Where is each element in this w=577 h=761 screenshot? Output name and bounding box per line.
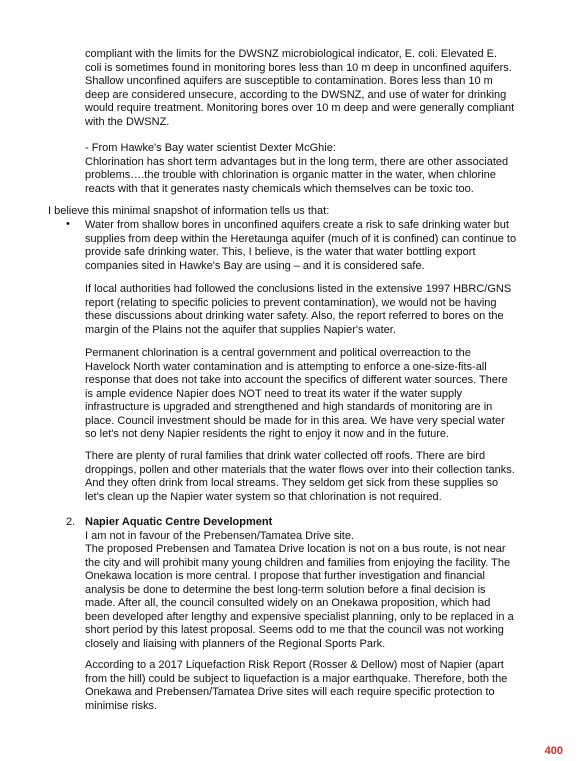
- text-line: closely and liaising with planners of the Regional Sports Park.: [85, 637, 386, 650]
- text-line: from the hill) could be subject to liquefaction is a major earthquake. Therefore, both the: [85, 672, 508, 685]
- text-line: so let's not deny Napier residents the right to enjoy it now and in the future.: [85, 428, 450, 440]
- text-line: been developed after lengthy and expensive specialist planning, only to be replaced in a: [85, 610, 514, 623]
- text-line: coli is sometimes found in monitoring bores less than 10 m deep in unconfined aquifers.: [85, 61, 512, 74]
- text-line: the city and will prohibit many young children and families from enjoying the facility. The: [85, 556, 511, 569]
- text-line: infrastructure is upgraded and strengthened and high standards of monitoring are in: [85, 401, 493, 413]
- paragraph-hbrc-report: [85, 283, 511, 337]
- text-line: Permanent chlorination is a central government and political overreaction to the: [85, 347, 471, 359]
- text-line: would require treatment. Monitoring bores over 10 m deep and were generally compliant: [85, 102, 515, 114]
- text-line: Chlorination has short term advantages but in the long term, there are other associated: [85, 155, 509, 168]
- text-line: short period by this latest proposal. Seems odd to me that the council was not working: [85, 624, 504, 636]
- intro-statement: [48, 205, 329, 219]
- text-line: Havelock North water contamination and is attempting to enforce a one-size-fits-all: [85, 360, 487, 373]
- text-line: If local authorities had followed the conclusions listed in the extensive 1997 HBRC/GNS: [85, 283, 512, 295]
- bullet-marker: •: [66, 218, 70, 230]
- text-line: Shallow unconfined aquifers are susceptible to contamination. Bores less than 10 m: [85, 75, 493, 87]
- text-line: let's clean up the Napier water system so that chlorination is not required.: [85, 490, 442, 503]
- text-line: analysis be done to determine the best long-term solution before a final decision is: [85, 583, 486, 596]
- text-line: companies sited in Hawke's Bay are using – and it is considered safe.: [85, 259, 425, 272]
- text-line: I am not in favour of the Prebensen/Tamatea Drive site.: [85, 529, 355, 542]
- text-line: margin of the Plains not the aquifer that supplies Napier's water.: [85, 323, 396, 336]
- text-line: is ample evidence Napier does NOT need to treat its water if the water supply: [85, 387, 463, 400]
- text-line: Onekawa location is more central. I propose that further investigation and financial: [85, 570, 485, 582]
- section-aquatic-centre: [85, 516, 514, 651]
- text-line: compliant with the limits for the DWSNZ microbiological indicator, E. coli. Elevated E.: [85, 48, 498, 60]
- text-line: Water from shallow bores in unconfined aquifers create a risk to safe drinking water but: [85, 219, 509, 231]
- text-line: And they often drink from local streams. They seldom get sick from these supplies so: [85, 477, 499, 489]
- text-line: place. Council investment should be made for in this area. We have very special water: [85, 414, 505, 427]
- text-line: The proposed Prebensen and Tamatea Drive location is not on a bus route, is not near: [85, 543, 506, 555]
- section-heading: Napier Aquatic Centre Development: [85, 516, 273, 528]
- text-line: report (relating to specific policies to prevent contamination), we would not be having: [85, 296, 497, 309]
- text-line: I believe this minimal snapshot of information tells us that:: [48, 205, 330, 217]
- text-line: - From Hawke's Bay water scientist Dexter McGhie:: [85, 142, 336, 154]
- paragraph-permanent-chlorination: [85, 347, 508, 442]
- text-line: with the DWSNZ.: [85, 115, 170, 128]
- quote-dexter-mcghie: [85, 142, 508, 196]
- section-number: 2.: [66, 516, 76, 528]
- text-line: made. After all, the council consulted widely on an Onekawa proposition, which had: [85, 597, 491, 609]
- paragraph-bore-compliance: [85, 48, 514, 129]
- text-line: Onekawa and Prebensen/Tamatea Drive sites will each require specific protection to: [85, 686, 495, 698]
- text-line: There are plenty of rural families that drink water collected off roofs. There are bird: [85, 450, 486, 462]
- text-line: supplies from deep within the Heretaunga aquifer (much of it is confined) can continue to: [85, 232, 517, 245]
- text-line: these discussions about drinking water safety. Also, the report referred to bores on the: [85, 310, 504, 322]
- text-line: response that does not take into account the specifics of different water sources. There: [85, 374, 508, 386]
- text-line: problems….the trouble with chlorination is organic matter in the water, when chlorine: [85, 169, 496, 181]
- paragraph-rural-families: [85, 450, 515, 504]
- paragraph-liquefaction: [85, 659, 507, 713]
- text-line: reacts with that it generates nasty chemicals which themselves can be toxic too.: [85, 182, 474, 195]
- text-line: deep are considered unsecure, according to the DWSNZ, and use of water for drinking: [85, 88, 507, 101]
- text-line: minimise risks.: [85, 699, 158, 712]
- text-line: droppings, pollen and other materials that the water flows over into their collection tanks.: [85, 463, 515, 476]
- bullet-water-sources: [85, 219, 516, 273]
- text-line: provide safe drinking water. This, I believe, is the water that water bottling export: [85, 246, 476, 258]
- page-number: 400: [544, 745, 563, 757]
- text-line: According to a 2017 Liquefaction Risk Report (Rosser & Dellow) most of Napier (apart: [85, 659, 504, 671]
